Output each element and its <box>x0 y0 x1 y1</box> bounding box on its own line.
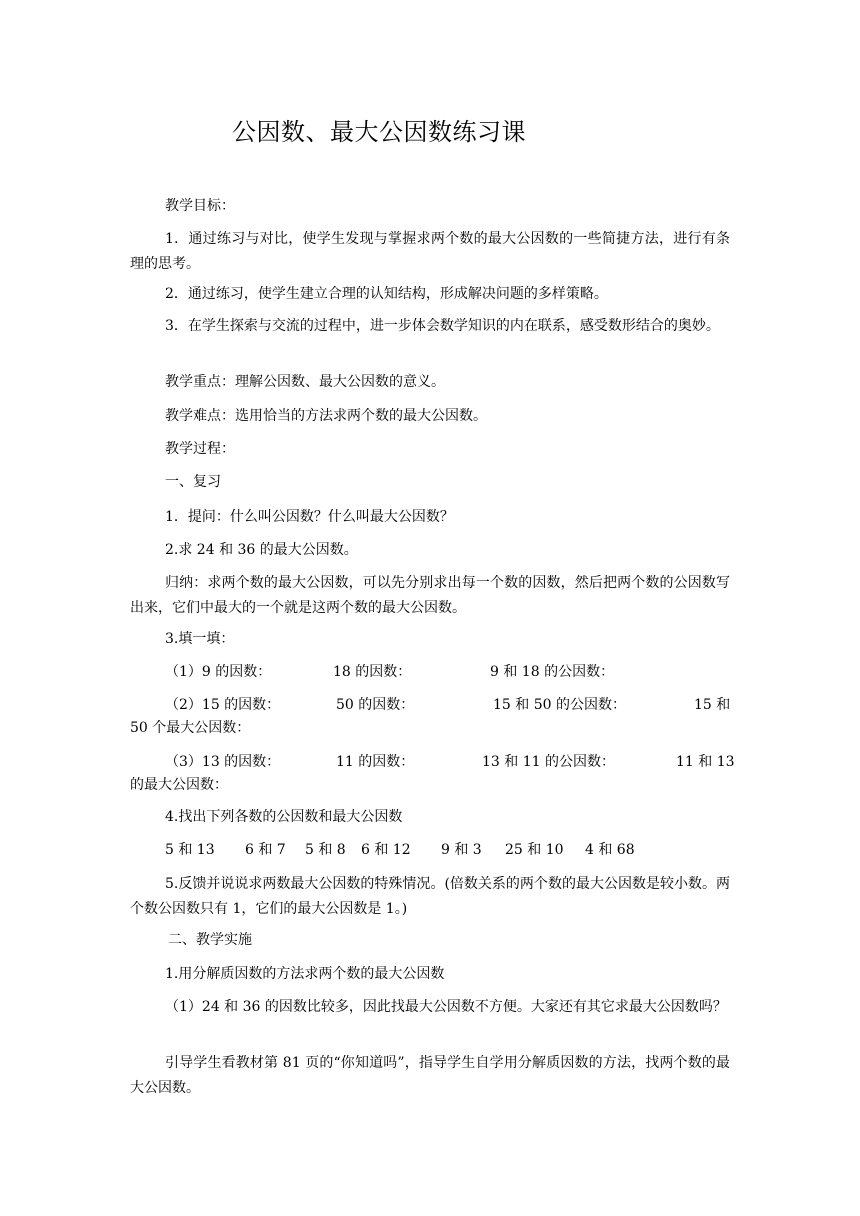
feedback-paragraph: 5.反馈并说说求两数最大公因数的特殊情况。(倍数关系的两个数的最大公因数是较小数。两个数公因数只有 1，它们的最大公因数是 1。) <box>130 876 730 917</box>
pair-item: 5 和 13 <box>165 842 215 858</box>
fill-row-2-col-c: 15 和 50 的公因数： <box>493 697 626 713</box>
implement-step-1: 1.用分解质因数的方法求两个数的最大公因数 <box>165 966 445 982</box>
implement-question: （1）24 和 36 的因数比较多，因此找最大公因数不方便。大家还有其它求最大公因数吗？ <box>165 999 727 1015</box>
review-question-1: 1．提问：什么叫公因数？什么叫最大公因数？ <box>165 509 454 525</box>
process-heading: 教学过程： <box>165 441 235 457</box>
summary-paragraph: 归纳：求两个数的最大公因数，可以先分别求出每一个数的因数，然后把两个数的公因数写出来，它们中最大的一个就是这两个数的最大公因数。 <box>130 575 730 616</box>
objective-2: 2．通过练习，使学生建立合理的认知结构，形成解决问题的多样策略。 <box>165 286 608 302</box>
pair-item: 9 和 3 <box>441 842 482 858</box>
fill-row-3-wrap: 的最大公因数： <box>130 777 228 793</box>
fill-row-1-col-a: （1）9 的因数： <box>165 664 272 680</box>
objective-1: 1．通过练习与对比，使学生发现与掌握求两个数的最大公因数的一些简捷方法，进行有条理的思考。 <box>130 231 730 272</box>
review-question-2: 2.求 24 和 36 的最大公因数。 <box>165 542 358 558</box>
review-heading: 一、复习 <box>165 474 221 490</box>
pair-item: 25 和 10 <box>505 842 564 858</box>
fill-row-3-col-c: 13 和 11 的公因数： <box>482 754 615 770</box>
pair-item: 6 和 7 <box>245 842 286 858</box>
implement-heading: 二、教学实施 <box>168 932 252 948</box>
objective-3: 3．在学生探索与交流的过程中，进一步体会数学知识的内在联系，感受数形结合的奥妙。 <box>165 318 720 334</box>
fill-row-2-col-a: （2）15 的因数： <box>165 697 281 713</box>
document-title: 公因数、最大公因数练习课 <box>232 118 526 146</box>
fill-heading: 3.填一填： <box>165 631 235 647</box>
pair-item: 6 和 12 <box>361 842 411 858</box>
fill-row-3-col-d: 11 和 13 <box>676 754 735 770</box>
objectives-heading: 教学目标： <box>165 198 235 214</box>
fill-row-3-col-a: （3）13 的因数： <box>165 754 281 770</box>
pair-item: 5 和 8 <box>305 842 346 858</box>
fill-row-2-col-d: 15 和 <box>694 697 731 713</box>
guide-paragraph: 引导学生看教材第 81 页的“你知道吗”，指导学生自学用分解质因数的方法，找两个数的最大公因数。 <box>130 1055 730 1096</box>
find-heading: 4.找出下列各数的公因数和最大公因数 <box>165 809 403 825</box>
fill-row-1-col-c: 9 和 18 的公因数： <box>490 664 615 680</box>
number-pairs-list <box>165 838 725 863</box>
difficulty: 教学难点：选用恰当的方法求两个数的最大公因数。 <box>165 408 487 424</box>
key-point: 教学重点：理解公因数、最大公因数的意义。 <box>165 374 445 390</box>
fill-row-2-col-b: 50 的因数： <box>336 697 415 713</box>
fill-row-2-wrap: 50 个最大公因数： <box>130 720 251 736</box>
pair-item: 4 和 68 <box>585 842 635 858</box>
fill-row-1-col-b: 18 的因数： <box>333 664 412 680</box>
fill-row-3-col-b: 11 的因数： <box>336 754 415 770</box>
